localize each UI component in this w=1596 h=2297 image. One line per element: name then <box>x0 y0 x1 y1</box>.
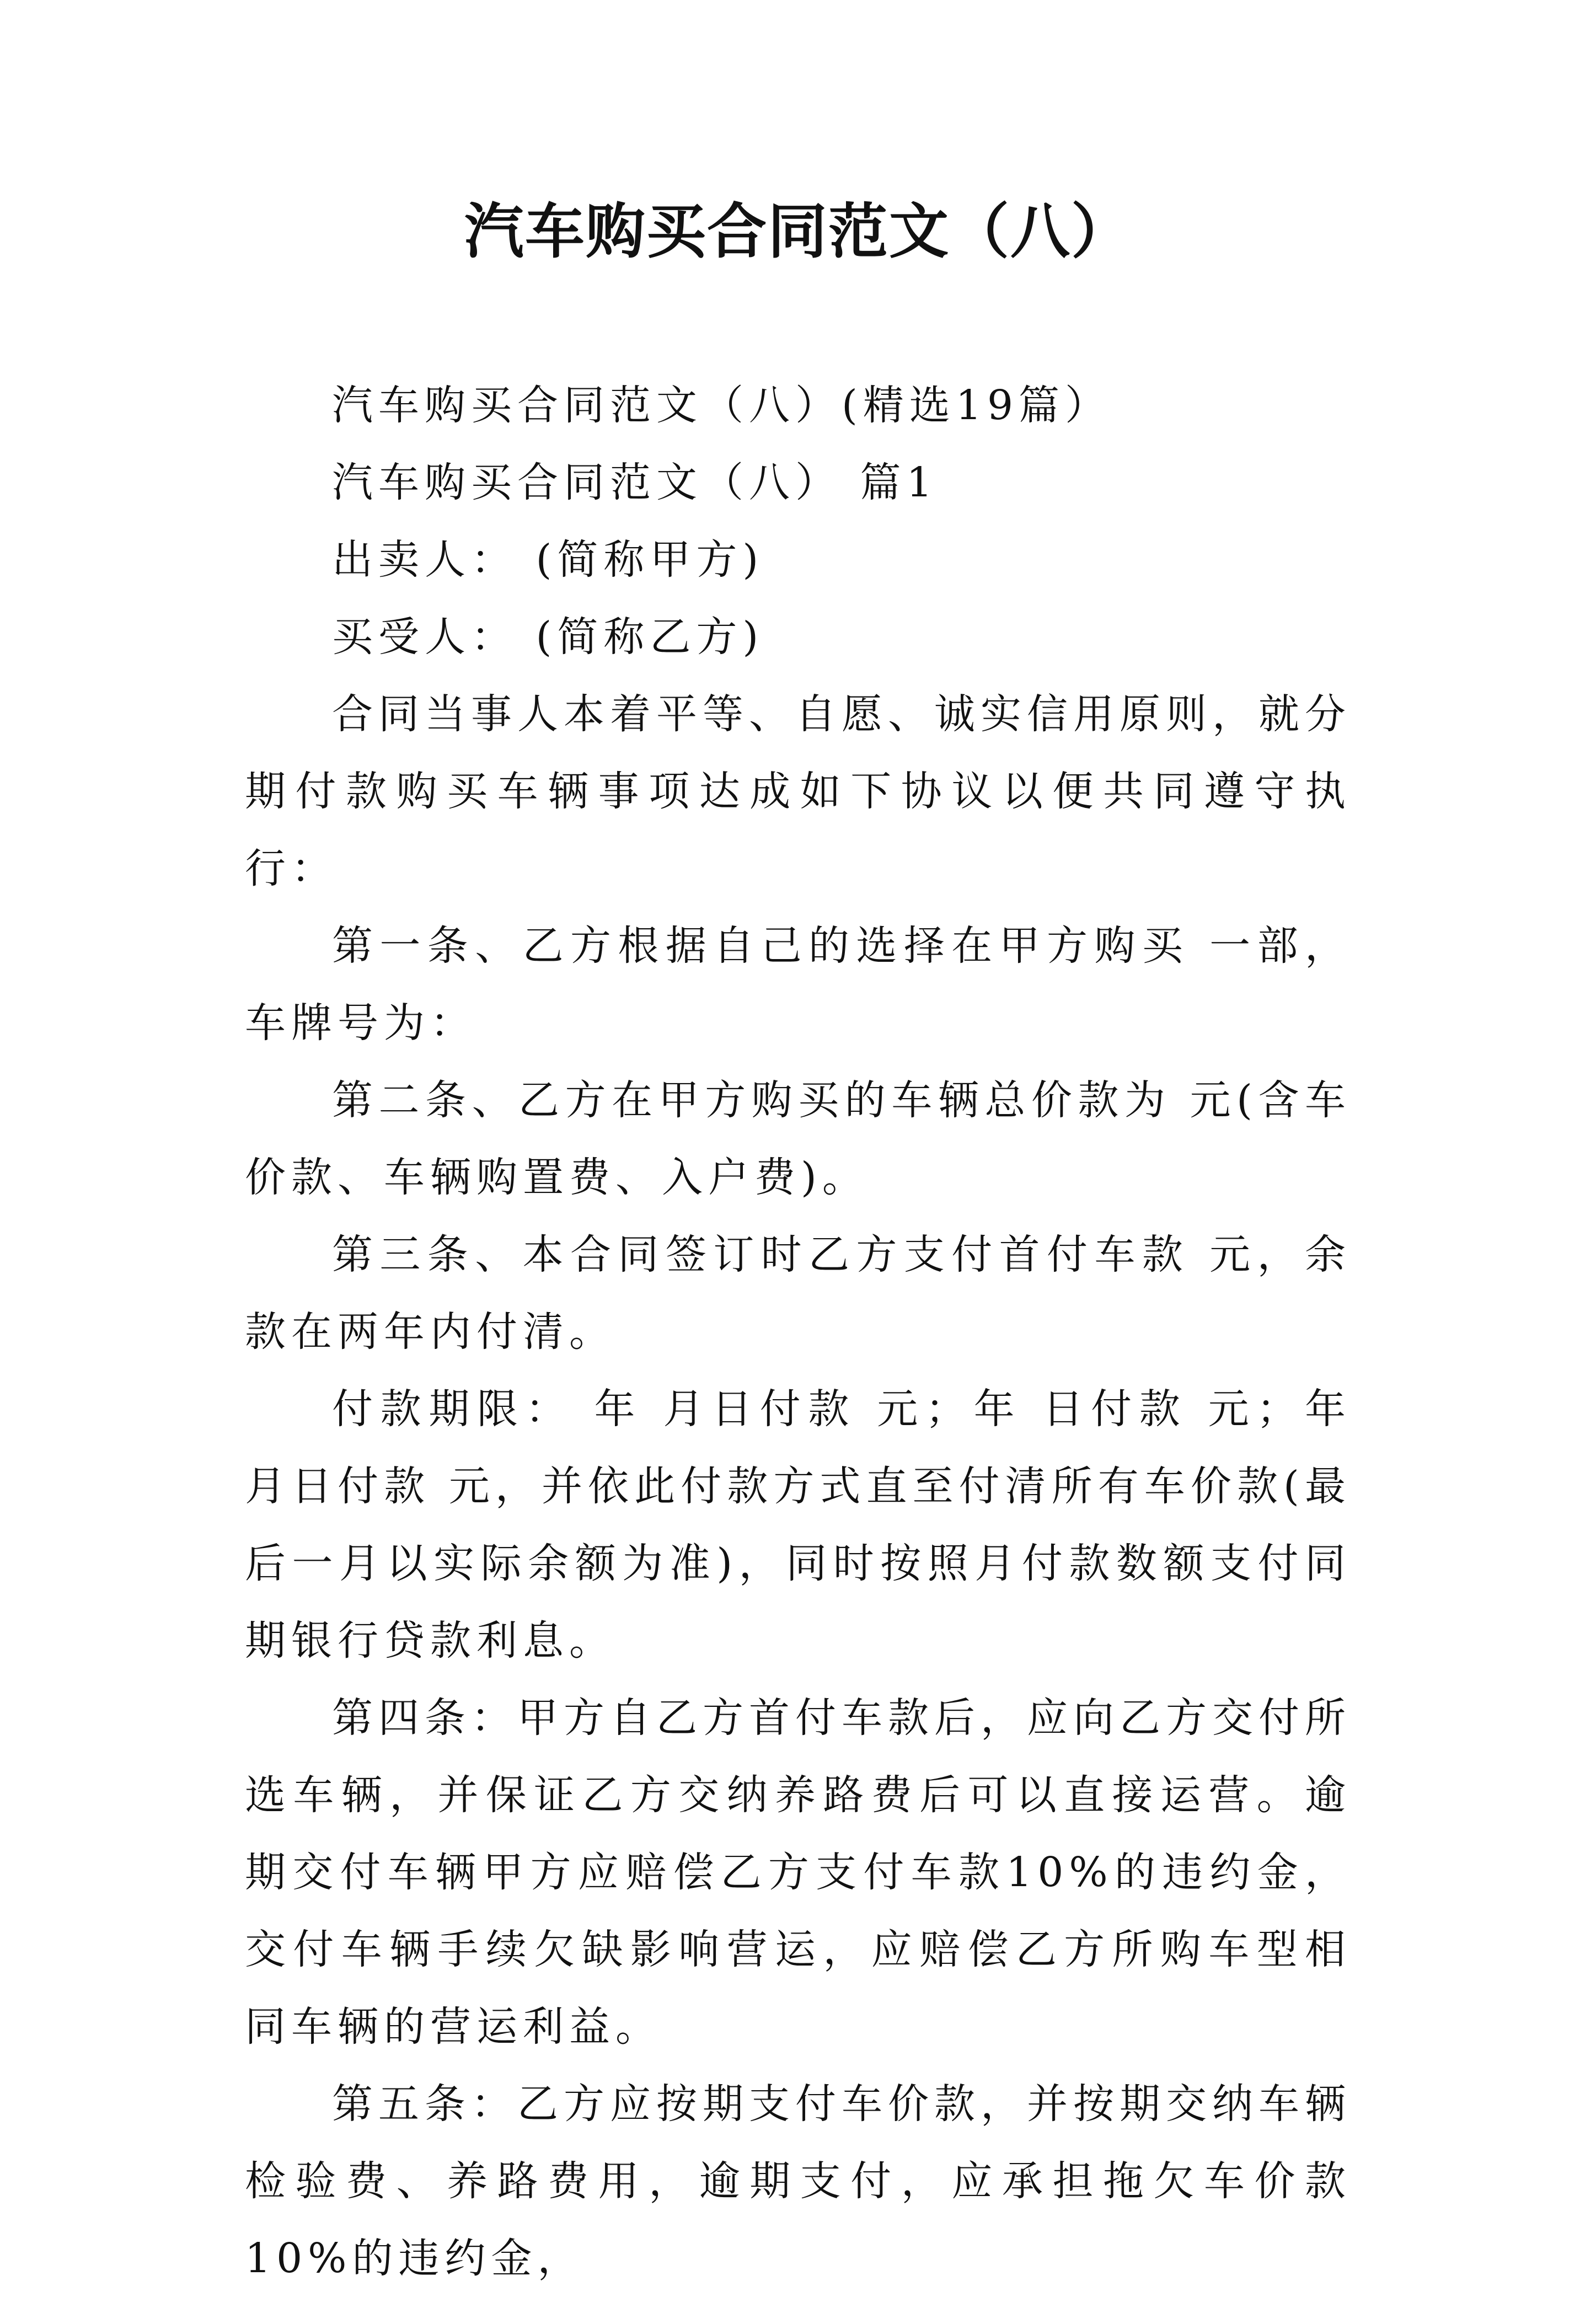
paragraph-preamble: 合同当事人本着平等、自愿、诚实信用原则，就分期付款购买车辆事项达成如下协议以便共同遵守执行： <box>245 690 1351 892</box>
paragraph-buyer: 买受人： (简称乙方) <box>332 613 764 661</box>
paragraph-article-5: 第五条：乙方应按期支付车价款，并按期交纳车辆检验费、养路费用，逾期支付，应承担拖欠车价款10%的违约金， <box>245 2080 1351 2282</box>
paragraph-seller: 出卖人： (简称甲方) <box>332 536 764 583</box>
paragraph-payment-terms: 付款期限： 年 月日付款 元；年 日付款 元；年 月日付款 元，并依此付款方式直至付清所有车价款(最后一月以实际余额为准)，同时按照月付款数额支付同期银行贷款利息。 <box>245 1385 1351 1664</box>
paragraph-section-heading: 汽车购买合同范文（八） 篇1 <box>332 459 938 506</box>
paragraph-article-2: 第二条、乙方在甲方购买的车辆总价款为 元(含车价款、车辆购置费、入户费)。 <box>245 1077 1351 1201</box>
document-title: 汽车购买合同范文（八） <box>464 197 1132 266</box>
paragraph-subtitle: 汽车购买合同范文（八）(精选19篇） <box>332 382 1112 429</box>
paragraph-article-4: 第四条：甲方自乙方首付车款后，应向乙方交付所选车辆，并保证乙方交纳养路费后可以直接运营。逾期交付车辆甲方应赔偿乙方支付车款10%的违约金，交付车辆手续欠缺影响营运，应赔偿乙方所购车型相同车辆的营运利益。 <box>245 1694 1351 2050</box>
paragraph-article-1: 第一条、乙方根据自己的选择在甲方购买 一部，车牌号为： <box>245 922 1351 1047</box>
document-body <box>245 367 1351 2297</box>
paragraph-article-3: 第三条、本合同签订时乙方支付首付车款 元，余款在两年内付清。 <box>245 1231 1351 1356</box>
